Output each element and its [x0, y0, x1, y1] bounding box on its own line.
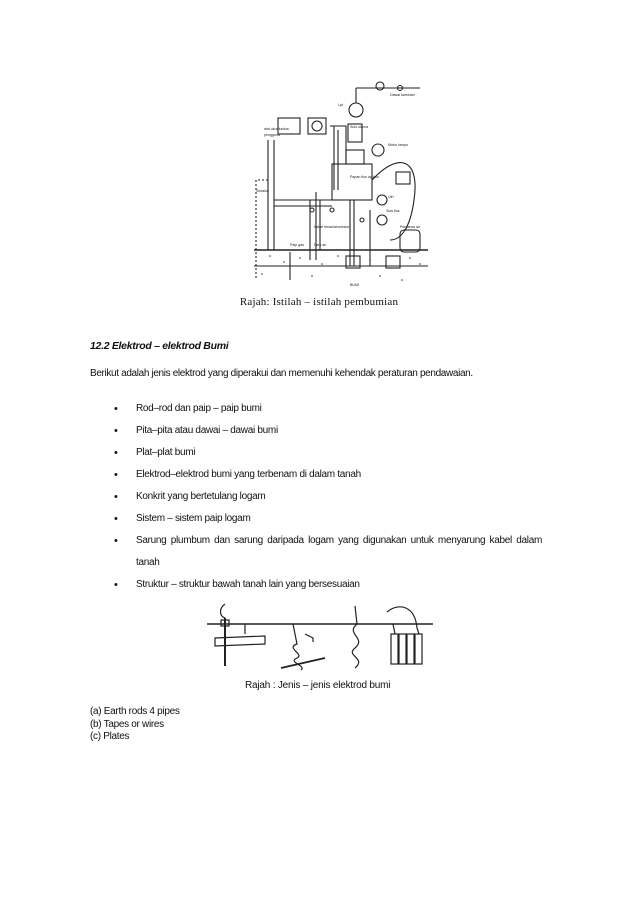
label-pemanas: Pemanas air [400, 225, 421, 229]
label-suis-fius: Suis fius [386, 209, 400, 213]
label-sesalur: Sesalur [256, 189, 269, 193]
legend-item: (a) Earth rods 4 pipes [90, 706, 180, 717]
list-item: • Sistem – sistem paip logam [90, 508, 550, 530]
label-pengguna: pengguna [264, 133, 280, 137]
label-paip-air: Paip air [314, 243, 327, 247]
label-motor: Motor lampu [388, 143, 408, 147]
label-bumi: BUMI [350, 283, 359, 287]
intro-paragraph: Berikut adalah jenis elektrod yang diperakui dan memenuhi kehendak peraturan pendawaian. [90, 368, 473, 379]
list-item: • Sarung plumbum dan sarung daripada logam yang digunakan untuk menyarung kabel dalam tanah [90, 530, 550, 574]
label-suis-utama: Suis utama [350, 125, 368, 129]
figure1-caption: Rajah: Istilah – istilah pembumian [239, 296, 399, 308]
label-lpt: Lpt [338, 103, 343, 107]
list-item: • Plat–plat bumi [90, 442, 550, 464]
list-item: • Konkrit yang bertetulang logam [90, 486, 550, 508]
list-item: • Elektrod–elektrod bumi yang terbenam di dalam tanah [90, 464, 550, 486]
label-papan-fius: Papan fius agihan [350, 175, 379, 179]
earth-electrode-types-diagram [205, 598, 435, 676]
legend-item: (b) Tapes or wires [90, 718, 164, 730]
list-item: • Pita–pita atau dawai – dawai bumi [90, 420, 550, 442]
list-item: • Struktur – struktur bawah tanah lain yang bersesuaian [90, 574, 550, 596]
list-item: • Rod–rod dan paip – paip bumi [90, 398, 550, 420]
electrode-type-list [90, 398, 550, 596]
section-heading: 12.2 Elektrod – elektrod Bumi [90, 340, 229, 352]
label-ulrt: Ulrt [388, 195, 394, 199]
label-dawai-kaminari: Dawai kaminari [390, 93, 415, 97]
earthing-terms-diagram [250, 80, 430, 288]
label-paip-gas: Paip gas [290, 243, 304, 247]
figure2-legend [90, 706, 180, 744]
label-kabel: Kabel terasi/aluminium [314, 225, 351, 229]
figure2-caption: Rajah : Jenis – jenis elektrod bumi [245, 680, 391, 691]
legend-item: (c) Plates [90, 731, 130, 742]
label-alat-ukur-kedua: alat ukur kedua [264, 127, 289, 131]
